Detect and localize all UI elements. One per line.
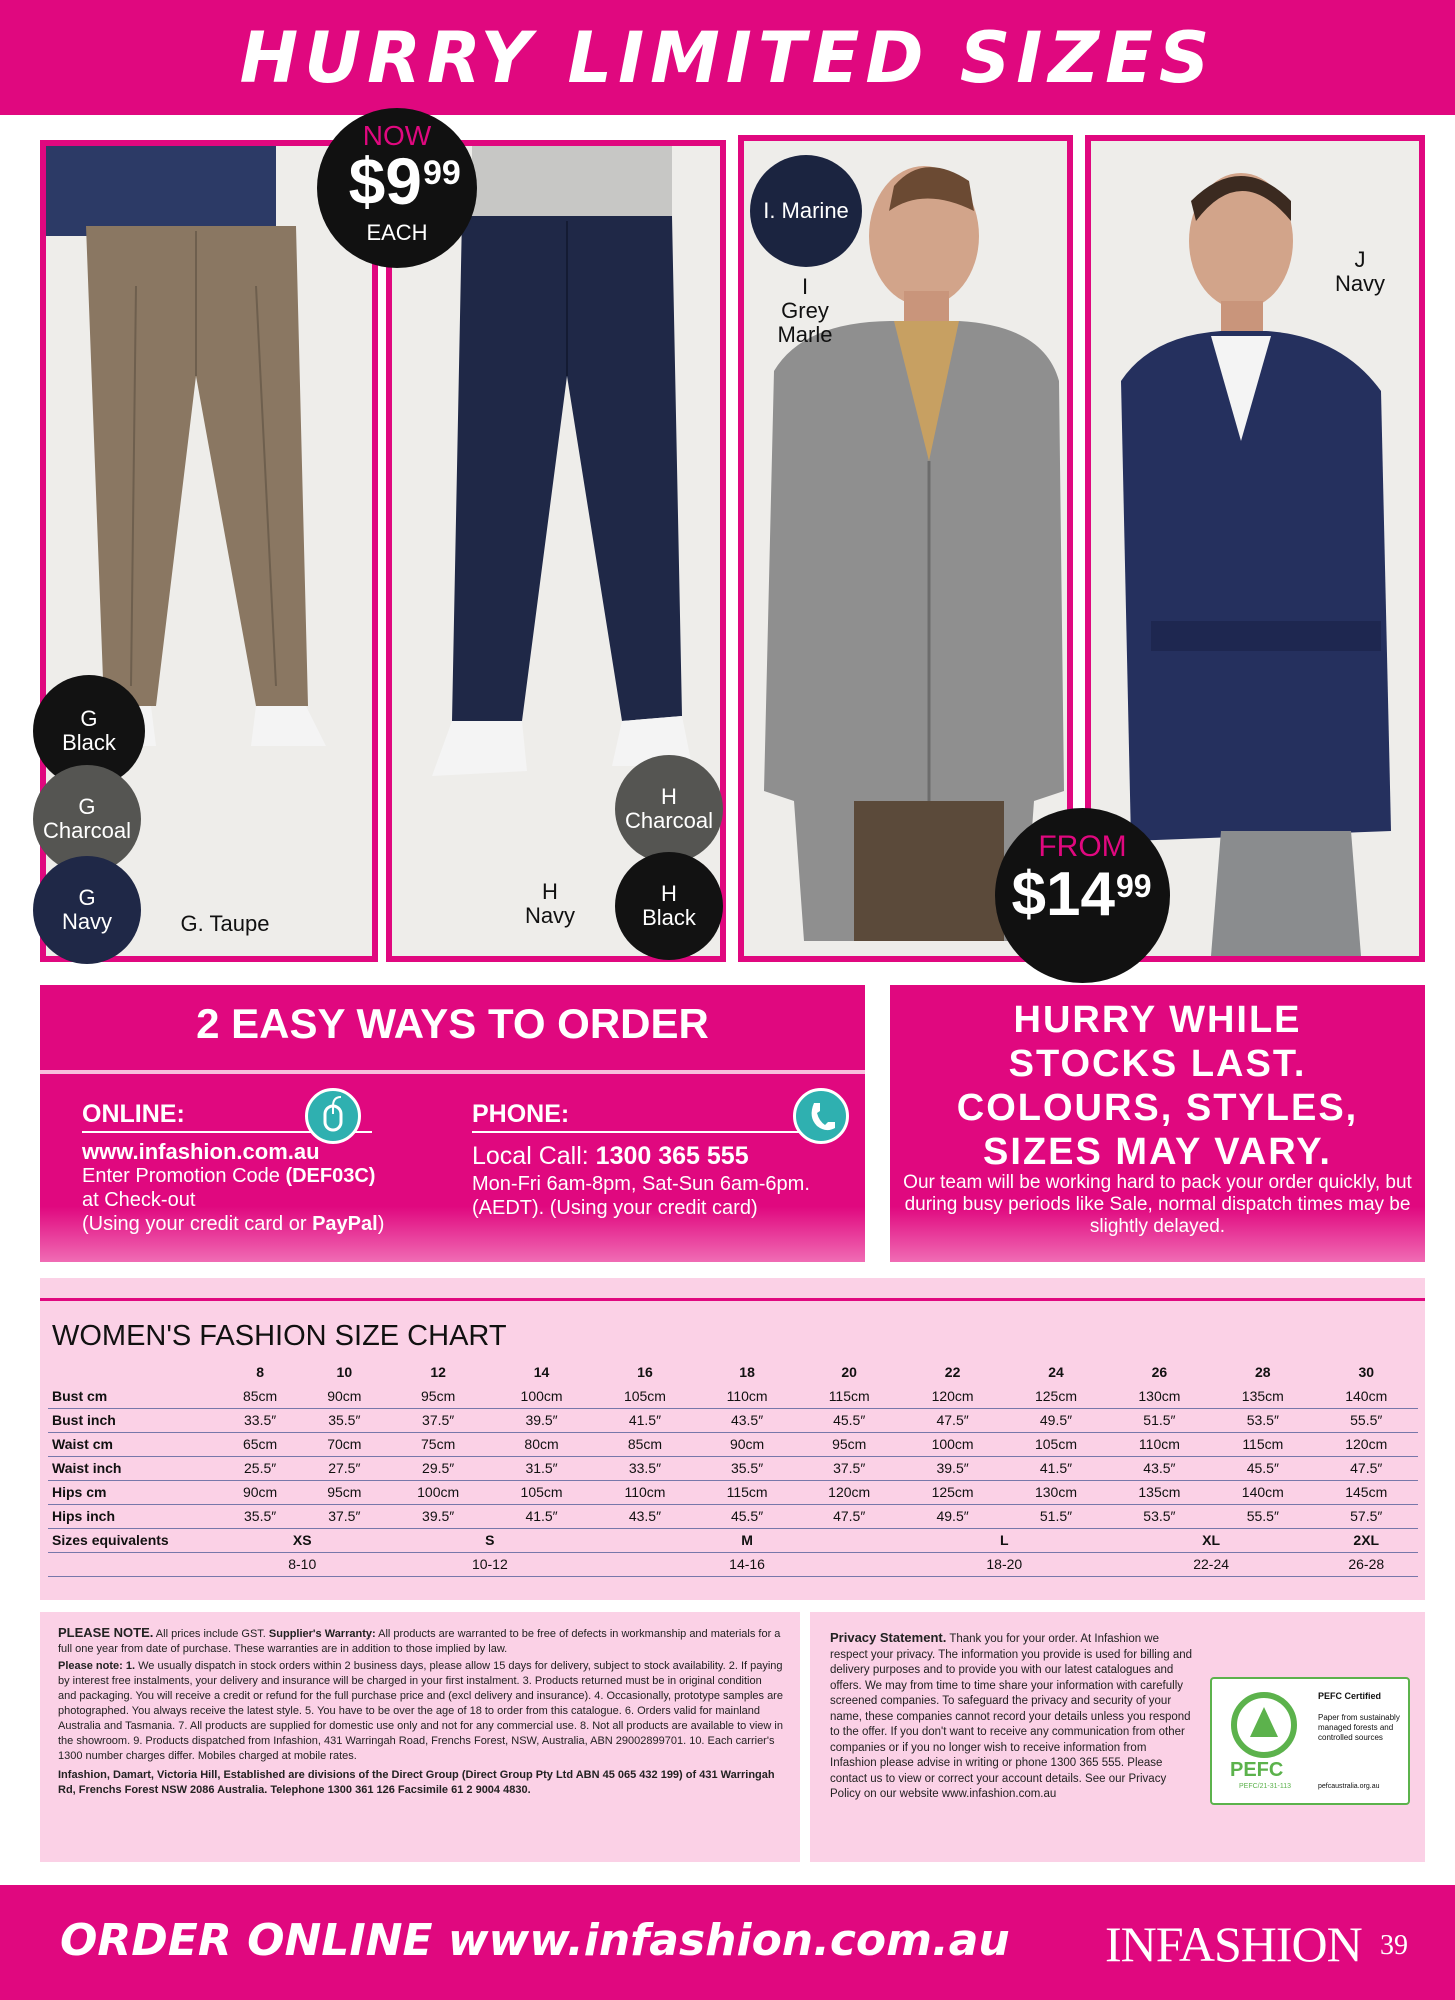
swatch-i-marine[interactable]: I. Marine bbox=[750, 155, 862, 267]
size-cell: 49.5″ bbox=[901, 1504, 1004, 1528]
size-chart-table bbox=[48, 1360, 1418, 1577]
size-equiv: M bbox=[593, 1528, 901, 1552]
size-cell: 53.5″ bbox=[1211, 1408, 1314, 1432]
size-cell: 35.5″ bbox=[218, 1504, 302, 1528]
size-cell: 100cm bbox=[490, 1384, 593, 1408]
size-header-blank bbox=[48, 1360, 218, 1384]
size-cell: 47.5″ bbox=[797, 1504, 900, 1528]
size-range: 26-28 bbox=[1315, 1552, 1418, 1576]
size-row bbox=[48, 1456, 1418, 1480]
size-cell: 105cm bbox=[1004, 1432, 1107, 1456]
size-chart-title: WOMEN'S FASHION SIZE CHART bbox=[52, 1320, 507, 1352]
top-banner bbox=[0, 0, 1455, 115]
size-cell: 85cm bbox=[593, 1432, 696, 1456]
size-cell: 135cm bbox=[1211, 1384, 1314, 1408]
please-note-list: We usually dispatch in stock orders within 2 business days, please allow 15 days for delivery, subject to stock availability. 2. If paying by interest free instalments, your delivery and insurance will be charged in your first instalment. 3. Products returned must be in original condition and packaging. You will receive a credit or refund for the full purchase price and (excl delivery and insurance). 4. Occasionally, prototype samples are photographed. You always receive the latest style. 5. You have to be over the age of 18 to order from this catalogue. 6. Orders valid for mainland Australia and Tasmania. 7. All products are supplied for domestic use only and not for any commercial use. 8. Not all products are available to view in the showroom. 9. Products dispatched from Infashion, 431 Warringah Road, Frenchs Forest, NSW, Australia, ABN 29002899701. 10. Each carrier's 1300 number charges differ. Mobiles charged at mobile rates. bbox=[58, 1660, 783, 1762]
pefc-certificate bbox=[1210, 1677, 1410, 1805]
size-cell: 90cm bbox=[697, 1432, 798, 1456]
size-equiv: XL bbox=[1108, 1528, 1315, 1552]
swatch-g-charcoal[interactable]: G Charcoal bbox=[33, 765, 141, 873]
size-cell: 135cm bbox=[1108, 1480, 1211, 1504]
gst-note: All prices include GST. bbox=[153, 1628, 269, 1640]
size-equiv: XS bbox=[218, 1528, 386, 1552]
size-col: 18 bbox=[739, 1364, 755, 1380]
size-cell: 95cm bbox=[386, 1384, 489, 1408]
page-number: 39 bbox=[1380, 1930, 1408, 1961]
local-call-label: Local Call: bbox=[472, 1142, 596, 1170]
now-price-dollars: $9 bbox=[348, 144, 422, 218]
now-label: NOW bbox=[362, 120, 432, 151]
size-cell: 115cm bbox=[697, 1480, 798, 1504]
size-chart-body bbox=[48, 1384, 1418, 1576]
swatch-g-navy[interactable]: G Navy bbox=[33, 856, 141, 964]
warranty-text: All products are warranted to be free of defects in workmanship and materials for a full one year from date of purchase. These warranties are in addition to those implied by law. bbox=[58, 1628, 781, 1655]
navy-pants-label: H Navy bbox=[524, 879, 576, 928]
size-cell: 39.5″ bbox=[901, 1456, 1004, 1480]
size-cell: 95cm bbox=[797, 1432, 900, 1456]
taupe-label: G. Taupe bbox=[180, 911, 270, 936]
notes-text bbox=[58, 1625, 783, 1798]
size-cell: 115cm bbox=[1211, 1432, 1314, 1456]
size-row bbox=[48, 1480, 1418, 1504]
size-cell: 90cm bbox=[302, 1384, 386, 1408]
size-cell: 75cm bbox=[386, 1432, 489, 1456]
size-cell: 43.5″ bbox=[1108, 1456, 1211, 1480]
size-cell: 47.5″ bbox=[1315, 1456, 1418, 1480]
size-cell: 95cm bbox=[302, 1480, 386, 1504]
size-col: 8 bbox=[256, 1364, 264, 1380]
size-col: 14 bbox=[533, 1364, 550, 1380]
order-online-url[interactable]: ORDER ONLINE www.infashion.com.au bbox=[60, 1915, 1010, 1966]
phone-heading-wrap bbox=[472, 1100, 812, 1133]
size-cell: 125cm bbox=[1004, 1384, 1107, 1408]
size-cell: 53.5″ bbox=[1108, 1504, 1211, 1528]
size-cell: 47.5″ bbox=[901, 1408, 1004, 1432]
size-row bbox=[48, 1504, 1418, 1528]
swatch-h-charcoal[interactable]: H Charcoal bbox=[615, 755, 723, 863]
size-cell: 130cm bbox=[1108, 1384, 1211, 1408]
size-cell: 70cm bbox=[302, 1432, 386, 1456]
hurry-body: Our team will be working hard to pack your order quickly, but during busy periods like Sale, normal dispatch times may be slightly delayed. bbox=[903, 1172, 1412, 1237]
size-range: 8-10 bbox=[218, 1552, 386, 1576]
size-equiv: L bbox=[901, 1528, 1108, 1552]
size-row-label: Hips cm bbox=[48, 1480, 218, 1504]
size-cell: 29.5″ bbox=[386, 1456, 489, 1480]
promo-code: (DEF03C) bbox=[285, 1165, 376, 1187]
size-row bbox=[48, 1384, 1418, 1408]
page-headline: HURRY LIMITED SIZES bbox=[239, 16, 1216, 99]
size-cell: 120cm bbox=[797, 1480, 900, 1504]
size-range: 14-16 bbox=[593, 1552, 901, 1576]
credit-close: ) bbox=[377, 1213, 385, 1235]
phone-heading: PHONE: bbox=[472, 1100, 812, 1133]
size-cell: 85cm bbox=[218, 1384, 302, 1408]
size-col: 28 bbox=[1255, 1364, 1271, 1380]
size-equiv-label: Sizes equivalents bbox=[48, 1528, 218, 1552]
paypal-text: PayPal bbox=[312, 1213, 378, 1235]
size-cell: 100cm bbox=[901, 1432, 1004, 1456]
size-col: 10 bbox=[336, 1364, 353, 1380]
phone-details bbox=[472, 1140, 862, 1220]
hurry-line-1: HURRY WHILE bbox=[1013, 999, 1302, 1041]
privacy-heading: Privacy Statement. bbox=[830, 1630, 947, 1645]
size-cell: 45.5″ bbox=[697, 1504, 798, 1528]
size-cell: 39.5″ bbox=[386, 1504, 489, 1528]
size-cell: 33.5″ bbox=[593, 1456, 696, 1480]
size-equiv: 2XL bbox=[1315, 1528, 1418, 1552]
from-price-cents: 99 bbox=[1116, 868, 1152, 904]
size-cell: 37.5″ bbox=[797, 1456, 900, 1480]
each-label: EACH bbox=[366, 220, 428, 245]
size-cell: 55.5″ bbox=[1315, 1408, 1418, 1432]
pefc-logo-text: PEFC bbox=[1230, 1759, 1284, 1781]
size-range: 10-12 bbox=[386, 1552, 593, 1576]
size-col: 12 bbox=[430, 1364, 446, 1380]
size-cell: 41.5″ bbox=[490, 1504, 593, 1528]
hurry-line-3: COLOURS, STYLES, bbox=[956, 1087, 1359, 1129]
warranty-heading: Supplier's Warranty: bbox=[268, 1628, 376, 1640]
size-cell: 57.5″ bbox=[1315, 1504, 1418, 1528]
size-row-label: Bust inch bbox=[48, 1408, 218, 1432]
size-cell: 25.5″ bbox=[218, 1456, 302, 1480]
size-cell: 120cm bbox=[1315, 1432, 1418, 1456]
pefc-title: PEFC Certified bbox=[1318, 1691, 1382, 1701]
company-note: Infashion, Damart, Victoria Hill, Established are divisions of the Direct Group (Direct Group Pty Ltd ABN 45 065 432 199) of 431 Warringah Rd, Frenchs Forest NSW 2086 Australia. Telephone 1300 361 126 Facsimile 61 2 9004 4830. bbox=[58, 1769, 775, 1796]
hurry-title bbox=[890, 998, 1425, 1174]
mouse-icon bbox=[305, 1088, 361, 1144]
from-price-badge bbox=[995, 808, 1170, 983]
size-range: 18-20 bbox=[901, 1552, 1108, 1576]
size-cell: 35.5″ bbox=[697, 1456, 798, 1480]
size-cell: 51.5″ bbox=[1004, 1504, 1107, 1528]
size-row-label: Waist cm bbox=[48, 1432, 218, 1456]
please-note-heading: PLEASE NOTE. bbox=[58, 1625, 154, 1640]
size-cell: 41.5″ bbox=[593, 1408, 696, 1432]
pefc-code: PEFC/21-31-113 bbox=[1238, 1783, 1291, 1790]
size-range-blank bbox=[48, 1552, 218, 1576]
phone-number[interactable]: 1300 365 555 bbox=[595, 1142, 749, 1170]
size-cell: 55.5″ bbox=[1211, 1504, 1314, 1528]
promo-text: Enter Promotion Code bbox=[82, 1165, 286, 1187]
hurry-line-2: STOCKS LAST. bbox=[1008, 1043, 1307, 1085]
now-price-cents: 99 bbox=[423, 154, 461, 192]
size-col: 22 bbox=[944, 1364, 961, 1380]
size-row bbox=[48, 1432, 1418, 1456]
size-col: 16 bbox=[637, 1364, 653, 1380]
size-row-label: Hips inch bbox=[48, 1504, 218, 1528]
size-cell: 105cm bbox=[593, 1384, 696, 1408]
size-row-label: Bust cm bbox=[48, 1384, 218, 1408]
size-chart-top-rule bbox=[40, 1298, 1425, 1301]
online-url[interactable]: www.infashion.com.au bbox=[82, 1139, 320, 1164]
size-cell: 110cm bbox=[1108, 1432, 1211, 1456]
grey-marle-label: I Grey Marle bbox=[777, 274, 833, 347]
now-price-badge bbox=[317, 108, 477, 268]
privacy-body: Thank you for your order. At Infashion we respect your privacy. The information you provide is used for billing and delivery purposes and to provide you with our latest catalogues and offers. We may from time to time share your information with carefully screened companies. To safeguard the privacy and security of your name, these companies cannot record your details unless you respond to the offer. If you don't want to receive any communication from other companies or if you no longer wish to receive information from Infashion please advise in writing or phone 1300 365 555. Please contact us to view or correct your account details. See our Privacy Policy on our website www.infashion.com.au bbox=[830, 1633, 1193, 1800]
size-equiv-row bbox=[48, 1528, 1418, 1552]
size-cell: 140cm bbox=[1315, 1384, 1418, 1408]
from-label: FROM bbox=[1038, 830, 1127, 863]
size-col: 26 bbox=[1151, 1364, 1168, 1380]
size-cell: 90cm bbox=[218, 1480, 302, 1504]
privacy-text bbox=[830, 1630, 1195, 1803]
size-cell: 31.5″ bbox=[490, 1456, 593, 1480]
size-cell: 51.5″ bbox=[1108, 1408, 1211, 1432]
size-cell: 37.5″ bbox=[386, 1408, 489, 1432]
size-cell: 65cm bbox=[218, 1432, 302, 1456]
credit-text: (Using your credit card or bbox=[82, 1213, 313, 1235]
please-note-list-heading: Please note: 1. bbox=[58, 1660, 136, 1672]
phone-icon bbox=[793, 1088, 849, 1144]
size-cell: 125cm bbox=[901, 1480, 1004, 1504]
size-cell: 35.5″ bbox=[302, 1408, 386, 1432]
robe-navy-label: J Navy bbox=[1334, 247, 1386, 296]
size-cell: 41.5″ bbox=[1004, 1456, 1107, 1480]
online-heading: ONLINE: bbox=[82, 1100, 372, 1133]
pefc-desc: Paper from sustainably managed forests and controlled sources bbox=[1318, 1713, 1400, 1742]
size-cell: 27.5″ bbox=[302, 1456, 386, 1480]
size-cell: 39.5″ bbox=[490, 1408, 593, 1432]
size-cell: 43.5″ bbox=[697, 1408, 798, 1432]
hurry-line-4: SIZES MAY VARY. bbox=[983, 1131, 1332, 1173]
phone-note: (AEDT). (Using your credit card) bbox=[472, 1197, 758, 1219]
size-cell: 33.5″ bbox=[218, 1408, 302, 1432]
size-col: 20 bbox=[841, 1364, 857, 1380]
size-cell: 110cm bbox=[697, 1384, 798, 1408]
size-range: 22-24 bbox=[1108, 1552, 1315, 1576]
size-cell: 105cm bbox=[490, 1480, 593, 1504]
swatch-g-black[interactable]: G Black bbox=[33, 675, 145, 787]
size-row-label: Waist inch bbox=[48, 1456, 218, 1480]
size-cell: 130cm bbox=[1004, 1480, 1107, 1504]
size-cell: 115cm bbox=[797, 1384, 900, 1408]
size-col: 30 bbox=[1358, 1364, 1375, 1380]
size-range-row bbox=[48, 1552, 1418, 1576]
online-details bbox=[82, 1140, 442, 1236]
size-cell: 110cm bbox=[593, 1480, 696, 1504]
size-cell: 49.5″ bbox=[1004, 1408, 1107, 1432]
size-col: 24 bbox=[1048, 1364, 1064, 1380]
order-divider bbox=[40, 1070, 865, 1074]
from-price-dollars: $14 bbox=[1011, 860, 1115, 929]
checkout-line: at Check-out bbox=[82, 1189, 196, 1211]
size-cell: 120cm bbox=[901, 1384, 1004, 1408]
size-cell: 37.5″ bbox=[302, 1504, 386, 1528]
size-cell: 45.5″ bbox=[797, 1408, 900, 1432]
size-header-row bbox=[48, 1360, 1418, 1384]
size-cell: 100cm bbox=[386, 1480, 489, 1504]
swatch-h-black[interactable]: H Black bbox=[615, 852, 723, 960]
size-cell: 140cm bbox=[1211, 1480, 1314, 1504]
size-equiv: S bbox=[386, 1528, 593, 1552]
pefc-url: pefcaustralia.org.au bbox=[1318, 1783, 1380, 1790]
size-cell: 43.5″ bbox=[593, 1504, 696, 1528]
brand-logo: INFASHION bbox=[1105, 1916, 1362, 1972]
order-title: 2 EASY WAYS TO ORDER bbox=[196, 1000, 709, 1047]
size-cell: 45.5″ bbox=[1211, 1456, 1314, 1480]
size-cell: 80cm bbox=[490, 1432, 593, 1456]
size-row bbox=[48, 1408, 1418, 1432]
size-cell: 145cm bbox=[1315, 1480, 1418, 1504]
phone-hours: Mon-Fri 6am-8pm, Sat-Sun 6am-6pm. bbox=[472, 1173, 810, 1195]
